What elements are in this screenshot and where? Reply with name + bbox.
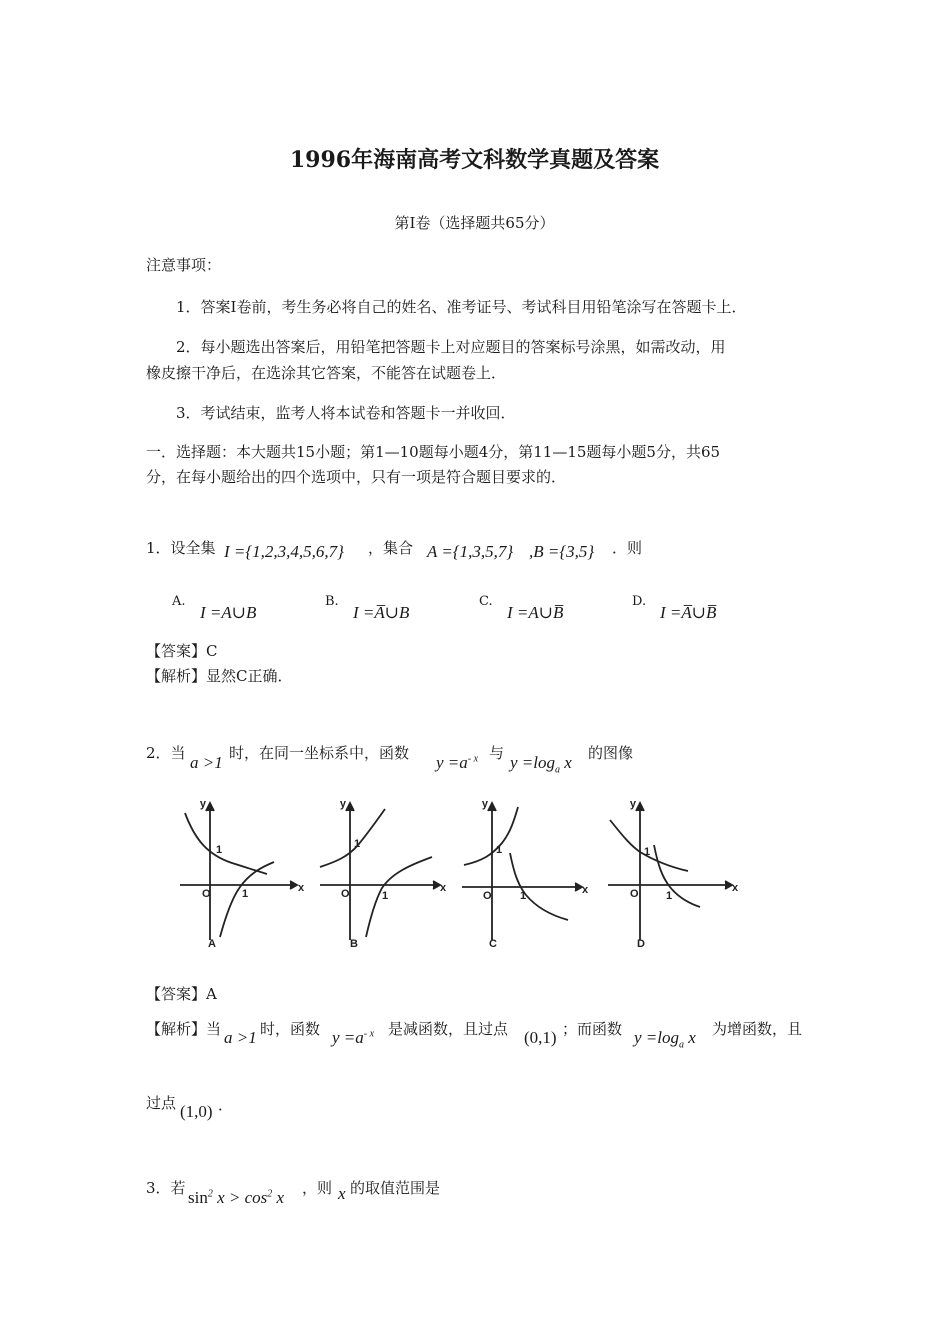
graph-a — [180, 803, 297, 940]
graph-c-x-label: x — [582, 884, 589, 896]
notice-1: 1．答案Ⅰ卷前，考生务必将自己的姓名、准考证号、考试科目用铅笔涂写在答题卡上． — [176, 298, 747, 316]
q2-prefix: 2．当 — [146, 744, 186, 762]
graph-c — [462, 803, 582, 940]
q2-analysis-t2: 是减函数，且过点 — [388, 1020, 509, 1038]
q1-prefix: 1．设全集 — [146, 539, 216, 557]
graph-a-x-label: x — [298, 882, 305, 894]
graph-c-y-label: y — [481, 798, 488, 810]
q2-analysis-line2-prefix: 过点 — [146, 1094, 177, 1112]
notice-2-cont: 橡皮擦干净后，在选涂其它答案，不能答在试题卷上． — [146, 364, 507, 382]
graph-a-label: A — [208, 938, 216, 950]
q1-set-i: I ={1,2,3,4,5,6,7} — [224, 542, 344, 561]
notice-header: 注意事项： — [146, 256, 222, 274]
q1-option-d-letter: D. — [632, 594, 647, 609]
graph-c-one-x: 1 — [520, 890, 527, 902]
q3-prefix: 3．若 — [146, 1179, 186, 1197]
q2-analysis-t3: ；而函数 — [562, 1020, 623, 1038]
q2-analysis-t1: 时，函数 — [260, 1020, 321, 1038]
q1-option-c: I =A∪B̅ — [507, 603, 564, 622]
graph-c-label: C — [489, 938, 497, 950]
q2-cond: a >1 — [190, 753, 223, 772]
page-title: 1996年海南高考文科数学真题及答案 — [289, 147, 660, 173]
graph-c-one-y: 1 — [496, 844, 503, 856]
graph-c-origin: O — [483, 890, 492, 902]
q2-analysis-cond: a >1 — [224, 1028, 257, 1047]
graph-b-one-x: 1 — [382, 890, 389, 902]
q3-inequality: $\sin^2 x > \cos^2 x$ — [188, 1188, 285, 1207]
q1-mid: ，集合 — [368, 539, 414, 557]
graph-b-x-label: x — [440, 882, 447, 894]
q2-graphs — [170, 795, 750, 955]
graph-b-origin: O — [341, 888, 350, 900]
graph-d-label: D — [637, 938, 645, 950]
q1-option-d: I =A̅∪B̅ — [660, 603, 717, 622]
q1-analysis: 【解析】显然C正确． — [146, 667, 293, 685]
graph-a-one-x: 1 — [242, 888, 249, 900]
q2-analysis-f1: $y =a^{- x}$ — [332, 1028, 375, 1047]
graph-b-y-label: y — [339, 798, 346, 810]
graph-b-one-y: 1 — [354, 838, 361, 850]
q2-f1: $y =a^{- x}$ — [436, 753, 479, 772]
q1-option-b: I =A̅∪B — [353, 603, 410, 622]
graph-d-x-label: x — [732, 882, 739, 894]
q2-analysis-prefix: 【解析】当 — [146, 1020, 222, 1038]
q2-suffix: 的图像 — [588, 744, 634, 762]
q2-analysis-line2-suffix: ． — [218, 1096, 234, 1114]
part-one-line1: 一．选择题：本大题共15小题；第1—10题每小题4分，第11—15题每小题5分，共65 — [146, 443, 721, 461]
graph-b-label: B — [350, 938, 358, 950]
q1-option-c-letter: C. — [479, 594, 493, 609]
notice-2: 2．每小题选出答案后，用铅笔把答题卡上对应题目的答案标号涂黑，如需改动，用 — [176, 338, 726, 356]
graph-a-one-y: 1 — [216, 844, 223, 856]
q2-analysis-t4: 为增函数，且 — [712, 1020, 803, 1038]
graph-a-y-label: y — [199, 798, 206, 810]
graph-d-one-x: 1 — [666, 890, 673, 902]
graph-b — [320, 803, 440, 940]
section-title: 第Ⅰ卷（选择题共65分） — [394, 214, 555, 232]
q2-analysis-f2: $y =\log_a$ x — [634, 1028, 696, 1051]
q1-answer: 【答案】C — [146, 642, 218, 660]
q1-set-b: ,B ={3,5} — [529, 542, 595, 561]
q2-and: 与 — [489, 744, 505, 762]
q1-set-a: A ={1,3,5,7} — [427, 542, 514, 561]
graph-d-origin: O — [630, 888, 639, 900]
graph-d-y-label: y — [629, 798, 636, 810]
part-one-line2: 分，在每小题给出的四个选项中，只有一项是符合题目要求的． — [146, 468, 567, 486]
q2-analysis-p1: (0,1) — [524, 1028, 557, 1047]
q1-option-b-letter: B. — [325, 594, 339, 609]
q1-option-a: I =A∪B — [200, 603, 257, 622]
q1-option-a-letter: A. — [172, 594, 186, 609]
graph-d — [608, 803, 732, 940]
graph-d-one-y: 1 — [644, 846, 651, 858]
notice-3: 3．考试结束，监考人将本试卷和答题卡一并收回． — [176, 404, 516, 422]
q1-suffix: ．则 — [612, 539, 643, 557]
graph-a-origin: O — [202, 888, 211, 900]
q3-var: x — [338, 1184, 346, 1203]
q2-answer: 【答案】A — [146, 985, 217, 1003]
q2-analysis-p2: (1,0) — [180, 1102, 213, 1121]
q3-mid: ，则 — [302, 1179, 333, 1197]
q3-suffix: 的取值范围是 — [350, 1179, 441, 1197]
q2-mid: 时，在同一坐标系中，函数 — [229, 744, 410, 762]
q2-f2: $y =\log_a$ x — [510, 753, 572, 776]
